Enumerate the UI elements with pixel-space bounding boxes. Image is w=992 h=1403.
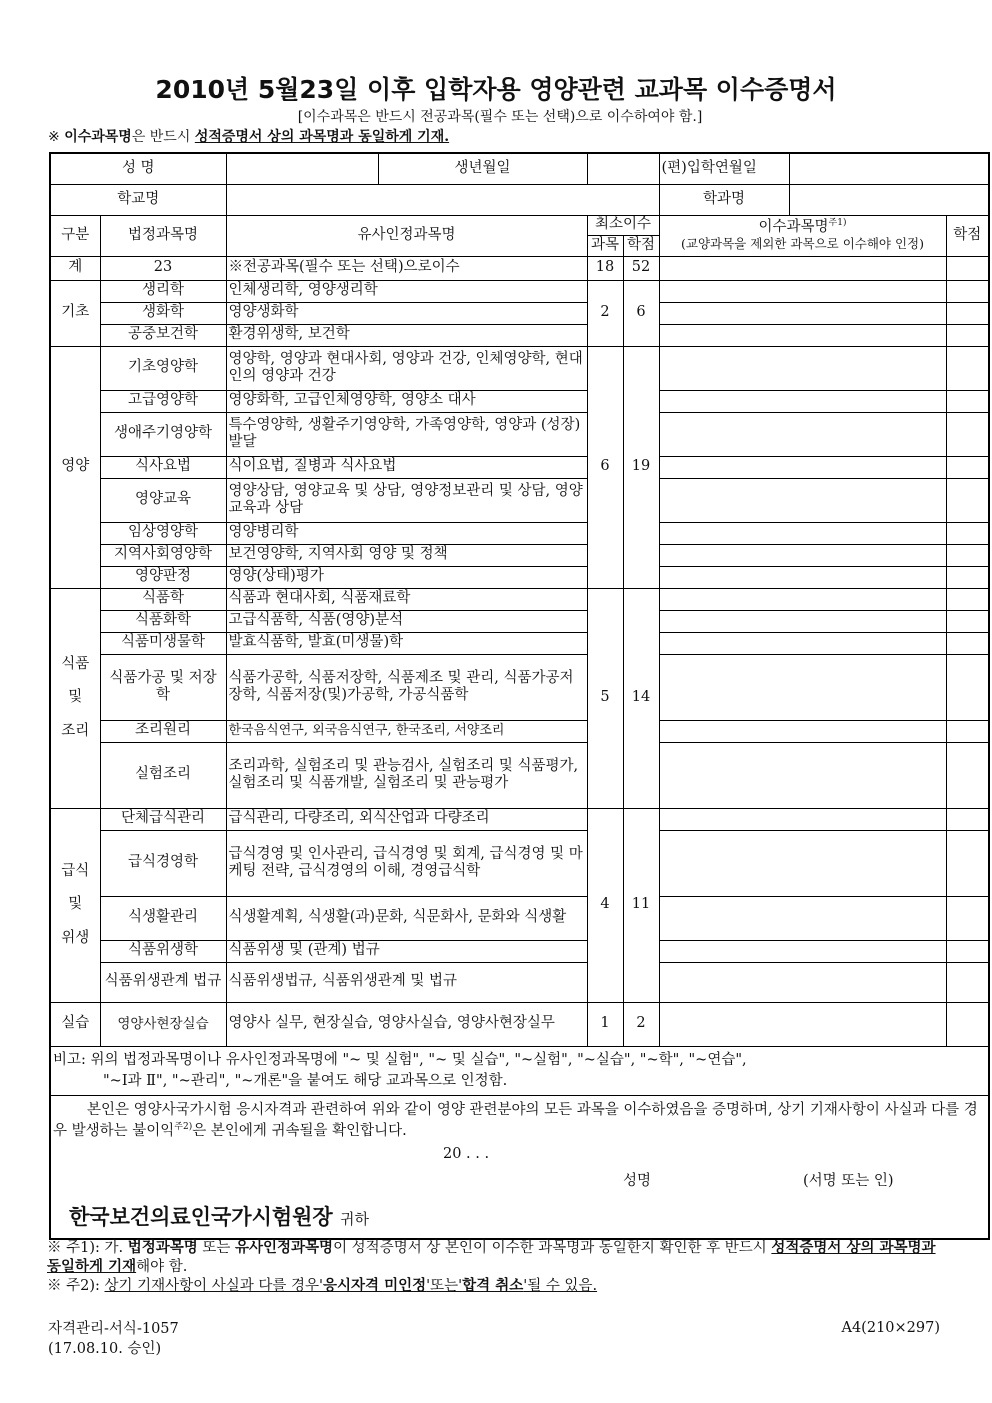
similar-subject: 영양병리학 (226, 522, 587, 544)
table-row (50, 280, 989, 302)
table-row (50, 830, 989, 896)
column-header-row (50, 215, 989, 235)
legal-subject: 고급영양학 (100, 390, 226, 412)
credit-cell[interactable] (946, 830, 989, 896)
row-name (50, 153, 989, 184)
similar-subject: 고급식품학, 식품(영양)분석 (226, 610, 587, 632)
total-row (50, 256, 989, 280)
similar-subject: 영양상담, 영양교육 및 상담, 영양정보관리 및 상담, 영양교육과 상담 (226, 478, 587, 522)
table-row (50, 412, 989, 456)
completed-cell[interactable] (659, 346, 946, 390)
name-field[interactable] (226, 153, 378, 184)
completed-cell[interactable] (659, 390, 946, 412)
completed-cell[interactable] (659, 896, 946, 940)
table-row (50, 522, 989, 544)
legal-subject: 생화학 (100, 302, 226, 324)
section-basic: 기초 (50, 280, 100, 346)
table-row (50, 742, 989, 808)
table-row (50, 610, 989, 632)
col-min-courses: 과목 (587, 235, 623, 256)
credit-cell[interactable] (946, 940, 989, 962)
legal-subject: 영양교육 (100, 478, 226, 522)
total-courses: 18 (587, 256, 623, 280)
legal-subject: 조리원리 (100, 720, 226, 742)
total-units: 52 (623, 256, 659, 280)
completed-cell[interactable] (659, 256, 946, 280)
col-legal: 법정과목명 (100, 215, 226, 256)
completed-cell[interactable] (659, 610, 946, 632)
section-nutrition: 영양 (50, 346, 100, 588)
remarks: 비고: 위의 법정과목명이나 유사인정과목명에 "~ 및 실험", "~ 및 실습", "~실험", "~실습", "~학", "~연습", "~Ⅰ과 Ⅱ", "~관리", "~개론"을 붙여도 해당 교과목으로 인정함. (50, 1046, 989, 1095)
legal-subject: 공중보건학 (100, 324, 226, 346)
completed-cell[interactable] (659, 456, 946, 478)
legal-subject: 생리학 (100, 280, 226, 302)
legal-subject: 급식경영학 (100, 830, 226, 896)
credit-cell[interactable] (946, 896, 989, 940)
min-courses: 5 (587, 588, 623, 808)
table-row (50, 324, 989, 346)
remarks-row (50, 1046, 989, 1095)
credit-cell[interactable] (946, 478, 989, 522)
completed-cell[interactable] (659, 588, 946, 610)
department-label: 학과명 (659, 184, 789, 215)
table-row (50, 1002, 989, 1046)
table-row (50, 808, 989, 830)
legal-subject: 단체급식관리 (100, 808, 226, 830)
credit-cell[interactable] (946, 522, 989, 544)
completed-cell[interactable] (659, 544, 946, 566)
similar-subject: 급식경영 및 인사관리, 급식경영 및 회계, 급식경영 및 마케팅 전략, 급식경영의 이해, 경영급식학 (226, 830, 587, 896)
credit-cell[interactable] (946, 720, 989, 742)
legal-subject: 식품위생학 (100, 940, 226, 962)
table-row (50, 346, 989, 390)
birth-label: 생년월일 (378, 153, 587, 184)
signature-hint: (서명 또는 인) (803, 1172, 894, 1189)
legal-subject: 식품위생관계 법규 (100, 962, 226, 1002)
page-subtitle: [이수과목은 반드시 전공과목(필수 또는 선택)으로 이수하여야 함.] (297, 109, 703, 125)
certificate-table (49, 152, 990, 1240)
col-min: 최소이수 (587, 215, 659, 235)
completed-cell[interactable] (659, 742, 946, 808)
top-note: ※ 이수과목명은 반드시 성적증명서 상의 과목명과 동일하게 기재. (48, 129, 450, 145)
similar-subject: 한국음식연구, 외국음식연구, 한국조리, 서양조리 (226, 720, 587, 742)
section-practice: 실습 (50, 1002, 100, 1046)
credit-cell[interactable] (946, 302, 989, 324)
min-units: 19 (623, 346, 659, 588)
min-courses: 1 (587, 1002, 623, 1046)
table-row (50, 302, 989, 324)
similar-subject: 식품위생법규, 식품위생관계 및 법규 (226, 962, 587, 1002)
page-title: 2010년 5월23일 이후 입학자용 영양관련 교과목 이수증명서 (155, 75, 837, 104)
min-units: 11 (623, 808, 659, 1002)
similar-subject: 영양생화학 (226, 302, 587, 324)
table-row (50, 544, 989, 566)
min-courses: 4 (587, 808, 623, 1002)
table-row (50, 632, 989, 654)
completed-cell[interactable] (659, 280, 946, 302)
section-foodservice: 급식 및 위생 (50, 808, 100, 1002)
declaration: 본인은 영양사국가시험 응시자격과 관련하여 위와 같이 영양 관련분야의 모든 과목을 이수하였음을 증명하며, 상기 기재사항이 사실과 다를 경우 발생하는 불이익$^{주2)}$은 본인에게 귀속될을 확인합니다. 20 . . . 성명 (서명 또는 인) 한국보건의료인국가시험원장 귀하 (50, 1095, 989, 1239)
similar-subject: 영양학, 영양과 현대사회, 영양과 건강, 인체영양학, 현대인의 영양과 건강 (226, 346, 587, 390)
similar-subject: 조리과학, 실험조리 및 관능검사, 실험조리 및 식품평가, 실험조리 및 식품개발, 실험조리 및 관능평가 (226, 742, 587, 808)
completed-cell[interactable] (659, 522, 946, 544)
credit-cell[interactable] (946, 390, 989, 412)
school-field[interactable] (226, 184, 659, 215)
credit-cell[interactable] (946, 632, 989, 654)
school-label: 학교명 (50, 184, 226, 215)
legal-subject: 식품가공 및 저장학 (100, 654, 226, 720)
similar-subject: 특수영양학, 생활주기영양학, 가족영양학, 영양과 (성장)발달 (226, 412, 587, 456)
row-school (50, 184, 989, 215)
credit-cell[interactable] (946, 962, 989, 1002)
section-food: 식품 및 조리 (50, 588, 100, 808)
table-row (50, 962, 989, 1002)
signature-label: 성명 (623, 1172, 652, 1189)
completed-cell[interactable] (659, 566, 946, 588)
credit-cell[interactable] (946, 588, 989, 610)
similar-subject: 급식관리, 다량조리, 외식산업과 다량조리 (226, 808, 587, 830)
completed-cell[interactable] (659, 1002, 946, 1046)
table-row (50, 390, 989, 412)
legal-subject: 식품화학 (100, 610, 226, 632)
addressee: 한국보건의료인국가시험원장 귀하 (69, 1204, 370, 1229)
footnote-2: ※ 주2): 상기 기재사항이 사실과 다를 경우'응시자격 미인정'또는'합격 취소'될 수 있음. (47, 1277, 598, 1294)
completed-cell[interactable] (659, 302, 946, 324)
legal-subject: 기초영양학 (100, 346, 226, 390)
declaration-row (50, 1095, 989, 1239)
min-units: 14 (623, 588, 659, 808)
completed-cell[interactable] (659, 412, 946, 456)
min-units: 6 (623, 280, 659, 346)
footnote-1: ※ 주1): 가. 법정과목명 또는 유사인정과목명이 성적증명서 상 본인이 이수한 과목명과 동일한지 확인한 후 반드시 성적증명서 상의 과목명과 동일하게 기재해야 함. (47, 1239, 936, 1275)
similar-subject: 환경위생학, 보건학 (226, 324, 587, 346)
legal-subject: 지역사회영양학 (100, 544, 226, 566)
similar-subject: 영양(상태)평가 (226, 566, 587, 588)
legal-subject: 실험조리 (100, 742, 226, 808)
credit-cell[interactable] (946, 566, 989, 588)
table-row (50, 720, 989, 742)
legal-subject: 식품미생물학 (100, 632, 226, 654)
similar-subject: 보건영양학, 지역사회 영양 및 정책 (226, 544, 587, 566)
credit-cell[interactable] (946, 654, 989, 720)
signature-line (53, 1171, 986, 1192)
completed-cell[interactable] (659, 324, 946, 346)
completed-cell[interactable] (659, 720, 946, 742)
legal-subject: 영양판정 (100, 566, 226, 588)
footer-form-id: 자격관리-서식-1057 (17.08.10. 승인) (48, 1321, 179, 1357)
col-min-units: 학점 (623, 235, 659, 256)
credit-cell[interactable] (946, 742, 989, 808)
col-completed: 이수과목명$^{주1)}$ (교양과목을 제외한 과목으로 이수해야 인정) (659, 215, 946, 256)
table-row (50, 896, 989, 940)
credit-cell[interactable] (946, 544, 989, 566)
completed-cell[interactable] (659, 632, 946, 654)
table-row (50, 654, 989, 720)
credit-cell[interactable] (946, 412, 989, 456)
min-courses: 2 (587, 280, 623, 346)
legal-subject: 임상영양학 (100, 522, 226, 544)
similar-subject: 영양화학, 고급인체영양학, 영양소 대사 (226, 390, 587, 412)
admission-label: (편)입학연월일 (659, 153, 789, 184)
similar-subject: 발효식품학, 발효(미생물)학 (226, 632, 587, 654)
credit-cell[interactable] (946, 256, 989, 280)
similar-subject: 식품위생 및 (관계) 법규 (226, 940, 587, 962)
completed-cell[interactable] (659, 940, 946, 962)
min-units: 2 (623, 1002, 659, 1046)
table-row (50, 478, 989, 522)
total-note: ※전공과목(필수 또는 선택)으로이수 (226, 256, 587, 280)
similar-subject: 식품과 현대사회, 식품재료학 (226, 588, 587, 610)
col-credits: 학점 (946, 215, 989, 256)
footer-paper-size: A4(210×297) (841, 1320, 940, 1336)
table-row (50, 456, 989, 478)
similar-subject: 인체생리학, 영양생리학 (226, 280, 587, 302)
completed-cell[interactable] (659, 830, 946, 896)
credit-cell[interactable] (946, 280, 989, 302)
credit-cell[interactable] (946, 346, 989, 390)
col-category: 구분 (50, 215, 100, 256)
credit-cell[interactable] (946, 456, 989, 478)
min-courses: 6 (587, 346, 623, 588)
legal-subject: 식생활관리 (100, 896, 226, 940)
credit-cell[interactable] (946, 808, 989, 830)
similar-subject: 영양사 실무, 현장실습, 영양사실습, 영양사현장실무 (226, 1002, 587, 1046)
admission-field[interactable] (789, 153, 989, 184)
credit-cell[interactable] (946, 324, 989, 346)
total-count: 23 (100, 256, 226, 280)
completed-cell[interactable] (659, 478, 946, 522)
name-label: 성 명 (50, 153, 226, 184)
similar-subject: 식생활계획, 식생활(과)문화, 식문화사, 문화와 식생활 (226, 896, 587, 940)
completed-cell[interactable] (659, 808, 946, 830)
total-label: 계 (50, 256, 100, 280)
completed-cell[interactable] (659, 654, 946, 720)
legal-subject: 영양사현장실습 (100, 1002, 226, 1046)
declaration-date: 20 . . . (443, 1145, 490, 1162)
credit-cell[interactable] (946, 1002, 989, 1046)
table-row (50, 566, 989, 588)
legal-subject: 생애주기영양학 (100, 412, 226, 456)
similar-subject: 식이요법, 질병과 식사요법 (226, 456, 587, 478)
table-row (50, 940, 989, 962)
table-row (50, 588, 989, 610)
birth-field[interactable] (587, 153, 659, 184)
legal-subject: 식품학 (100, 588, 226, 610)
credit-cell[interactable] (946, 610, 989, 632)
similar-subject: 식품가공학, 식품저장학, 식품제조 및 관리, 식품가공저장학, 식품저장(및)가공학, 가공식품학 (226, 654, 587, 720)
col-similar: 유사인정과목명 (226, 215, 587, 256)
completed-cell[interactable] (659, 962, 946, 1002)
legal-subject: 식사요법 (100, 456, 226, 478)
department-field[interactable] (789, 184, 989, 215)
